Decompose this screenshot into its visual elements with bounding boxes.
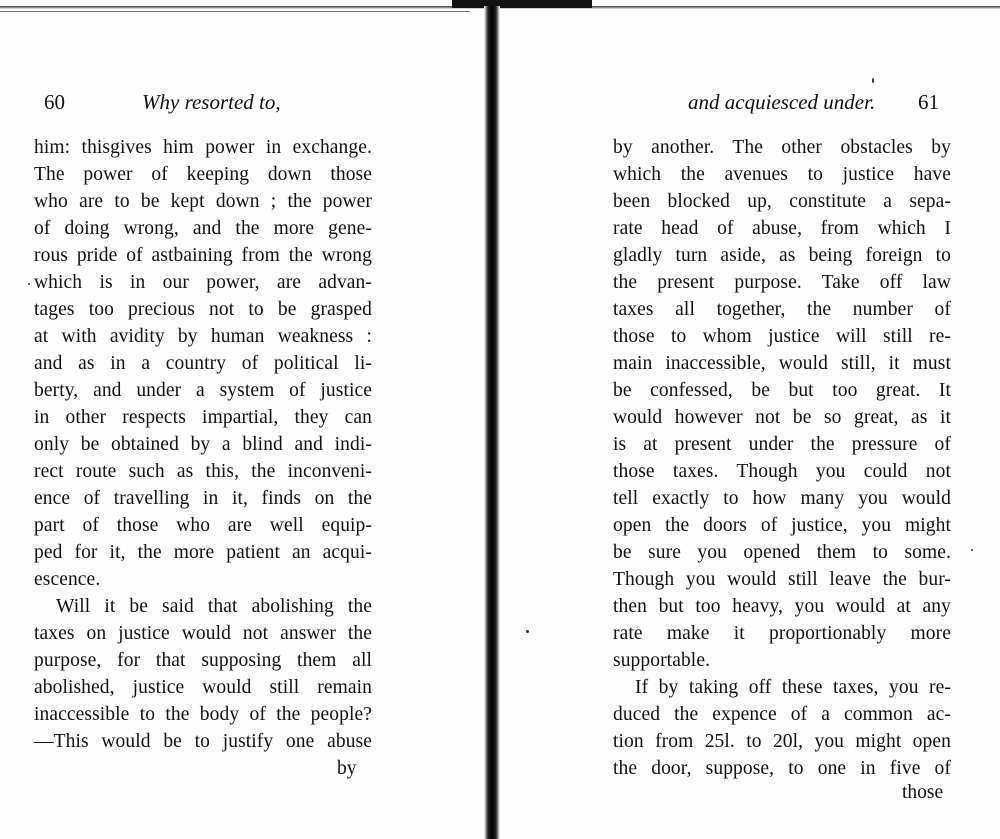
text-line: inaccessible to the body of the people? <box>34 704 372 725</box>
scan-speck <box>872 78 874 83</box>
text-line: rate head of abuse, from which I <box>613 218 951 239</box>
text-line: those taxes. Though you could not <box>613 461 951 482</box>
right-page-number: 61 <box>918 90 939 114</box>
text-line: taxes on justice would not answer the <box>34 623 372 644</box>
text-line: If by taking off these taxes, you re- <box>635 677 951 698</box>
left-catchword: by <box>337 758 357 779</box>
text-line: would however not be so great, as it <box>613 407 951 428</box>
text-line: tion from 25l. to 20l, you might open <box>613 731 951 752</box>
text-line: ence of travelling in it, finds on the <box>34 488 372 509</box>
left-page-number: 60 <box>44 90 65 114</box>
text-line: rect route such as this, the inconveni- <box>34 461 372 482</box>
text-line: at with avidity by human weakness : <box>34 326 372 347</box>
text-line: been blocked up, constitute a sepa- <box>613 191 951 212</box>
text-line: who are to be kept down ; the power <box>34 191 372 212</box>
text-line: be confessed, be but too great. It <box>613 380 951 401</box>
text-line: of doing wrong, and the more gene- <box>34 218 372 239</box>
text-line: which the avenues to justice have <box>613 164 951 185</box>
text-line: ped for it, the more patient an acqui- <box>34 542 372 563</box>
text-line: which is in our power, are advan- <box>34 272 372 293</box>
text-line: escence. <box>34 569 101 590</box>
text-line: taxes all together, the number of <box>613 299 951 320</box>
text-line: then but too heavy, you would at any <box>613 596 951 617</box>
text-line: part of those who are well equip- <box>34 515 372 536</box>
text-line: by another. The other obstacles by <box>613 137 951 158</box>
right-running-head: and acquiesced under. <box>688 90 876 114</box>
right-body-text <box>613 134 951 782</box>
text-line: only be obtained by a blind and indi- <box>34 434 372 455</box>
text-line: abolished, justice would still remain <box>34 677 372 698</box>
text-line: berty, and under a system of justice <box>34 380 372 401</box>
text-line: the present purpose. Take off law <box>613 272 951 293</box>
text-line: him: thisgives him power in exchange. <box>34 137 372 158</box>
right-catchword: those <box>902 782 944 803</box>
text-line: is at present under the pressure of <box>613 434 951 455</box>
text-line: rate make it proportionably more <box>613 623 951 644</box>
text-line: supportable. <box>613 650 711 671</box>
text-line: those to whom justice will still re- <box>613 326 951 347</box>
left-running-head: Why resorted to, <box>142 90 281 114</box>
text-line: gladly turn aside, as being foreign to <box>613 245 951 266</box>
text-line: Though you would still leave the bur- <box>613 569 951 590</box>
scan-speck <box>526 630 529 633</box>
text-line: be sure you opened them to some. <box>613 542 951 563</box>
left-page <box>0 0 484 839</box>
text-line: tages too precious not to be grasped <box>34 299 372 320</box>
scan-speck <box>971 549 973 551</box>
text-line: main inaccessible, would still, it must <box>613 353 951 374</box>
scan-speck <box>28 283 30 285</box>
book-gutter <box>484 6 500 839</box>
text-line: the door, suppose, to one in five of <box>613 758 951 779</box>
text-line: —This would be to justify one abuse <box>34 731 372 752</box>
text-line: Will it be said that abolishing the <box>56 596 372 617</box>
text-line: in other respects impartial, they can <box>34 407 372 428</box>
text-line: tell exactly to how many you would <box>613 488 951 509</box>
text-line: open the doors of justice, you might <box>613 515 951 536</box>
text-line: and as in a country of political li- <box>34 353 372 374</box>
text-line: rous pride of astbaining from the wrong <box>34 245 372 266</box>
text-line: duced the expence of a common ac- <box>613 704 951 725</box>
right-page <box>500 0 1000 839</box>
text-line: purpose, for that supposing them all <box>34 650 372 671</box>
left-body-text <box>34 134 372 755</box>
text-line: The power of keeping down those <box>34 164 372 185</box>
